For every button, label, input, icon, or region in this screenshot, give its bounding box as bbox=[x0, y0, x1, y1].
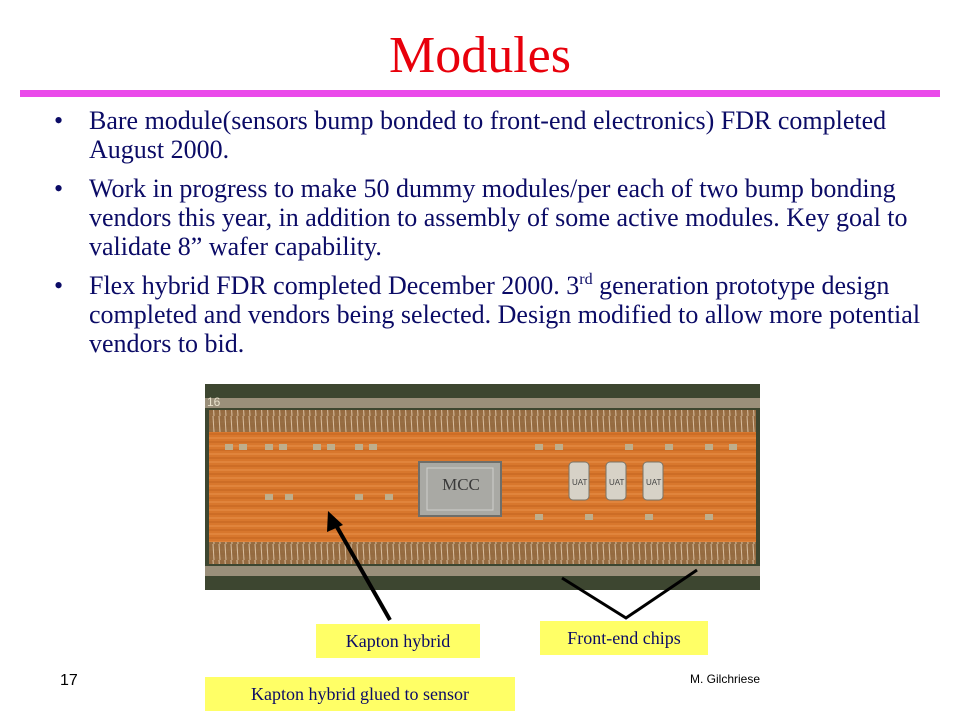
capacitor-label: UAT bbox=[609, 478, 625, 487]
mcc-label: MCC bbox=[442, 475, 480, 494]
bullet-list bbox=[52, 106, 932, 368]
title-divider bbox=[20, 90, 940, 97]
page-number: 17 bbox=[60, 672, 78, 689]
sensor-edge-bottom bbox=[205, 566, 760, 576]
ordinal-superscript: rd bbox=[579, 271, 593, 288]
kapton-glued-callout: Kapton hybrid glued to sensor bbox=[205, 677, 515, 711]
bullet-text: Bare module(sensors bump bonded to front-end electronics) FDR completed August 2000. bbox=[89, 106, 887, 164]
photo-corner-label: 16 bbox=[207, 395, 221, 409]
slide-title: Modules bbox=[389, 27, 571, 84]
wire-bonds-bottom bbox=[209, 542, 756, 564]
author-footer: M. Gilchriese bbox=[690, 672, 761, 686]
front-end-chips-callout: Front-end chips bbox=[540, 621, 708, 655]
bullet-item bbox=[52, 106, 932, 164]
kapton-hybrid-callout: Kapton hybrid bbox=[316, 624, 480, 658]
bullet-marker: • bbox=[54, 271, 64, 300]
bullet-text-end: generation prototype design completed and vendors being selected. Design modified to allow more potential vendors to bid. bbox=[89, 271, 921, 358]
bullet-text: Work in progress to make 50 dummy modules/per each of two bump bonding vendors this year, in addition to assembly of some active modules. Key goal to validate 8” wafer capability. bbox=[89, 174, 908, 261]
bullet-marker: • bbox=[54, 106, 64, 135]
bullet-marker: • bbox=[54, 174, 64, 203]
sensor-edge-top bbox=[205, 398, 760, 408]
wire-bonds-top bbox=[209, 410, 756, 432]
capacitor-label: UAT bbox=[646, 478, 662, 487]
bullet-item bbox=[52, 174, 932, 261]
bullet-text-start: Flex hybrid FDR completed December 2000. 3 bbox=[89, 271, 580, 300]
bullet-item bbox=[52, 271, 932, 358]
capacitor-label: UAT bbox=[572, 478, 588, 487]
